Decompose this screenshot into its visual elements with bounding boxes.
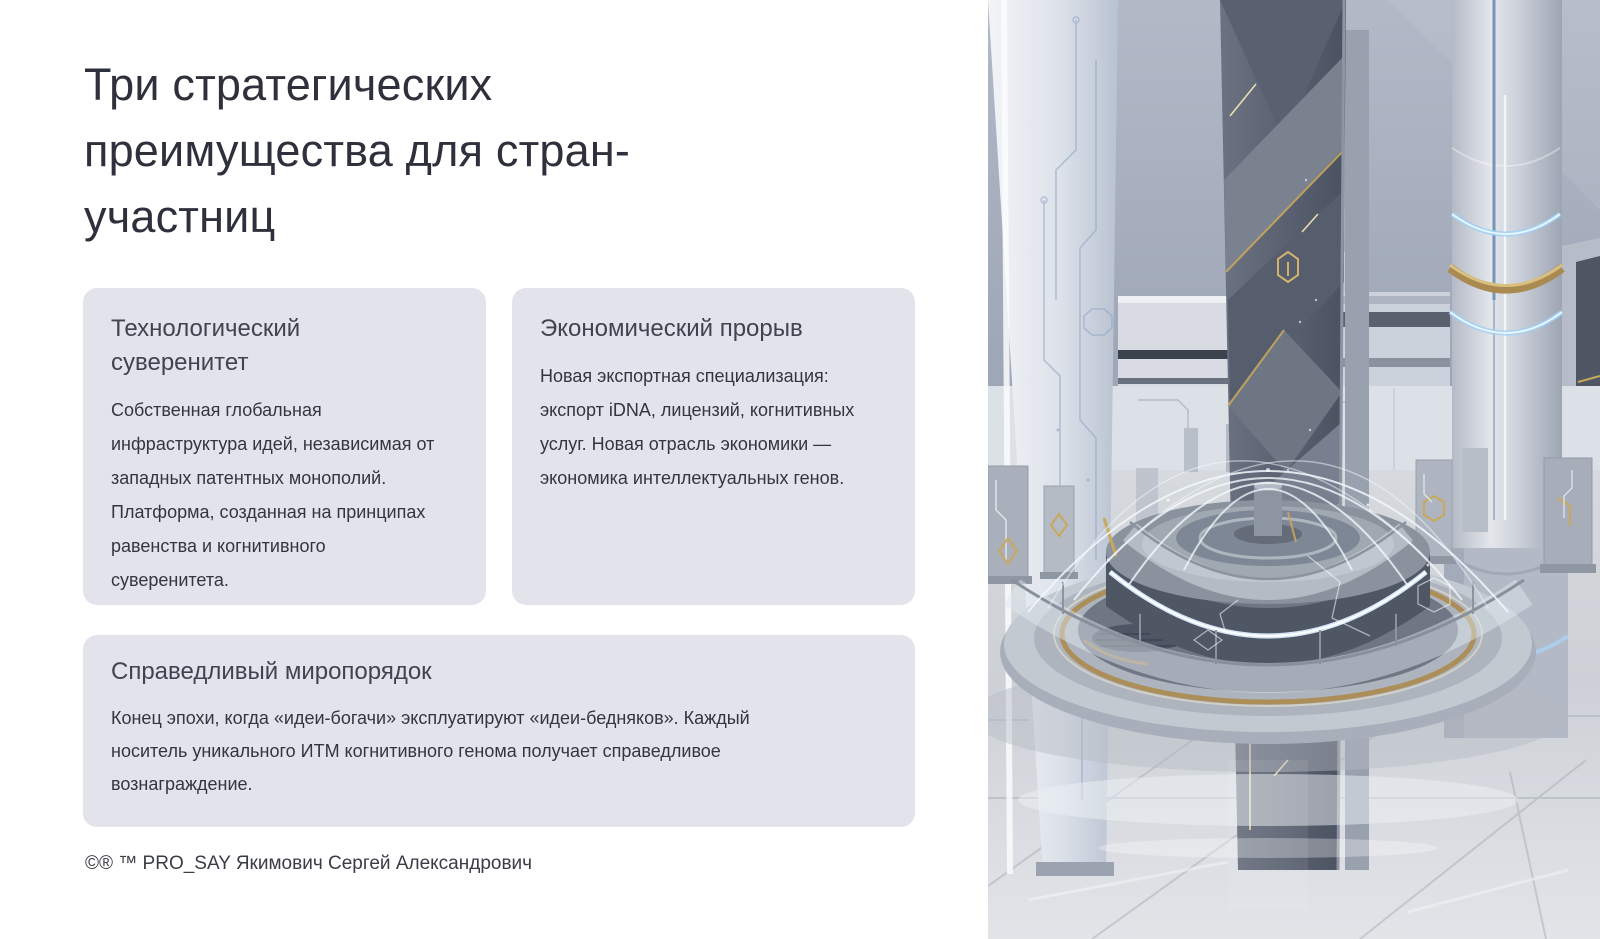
card-title: Экономический прорыв <box>540 315 803 342</box>
card-title: Справедливый миропорядок <box>111 658 432 685</box>
hero-illustration <box>988 0 1600 939</box>
card-body: Конец эпохи, когда «идеи-богачи» эксплуатируют «идеи-бедняков». Каждый носитель уникального ИТМ когнитивного генома получает справедливое вознаграждение. <box>111 708 750 794</box>
hero-image-futuristic-plaza <box>988 0 1600 939</box>
page-title-line-1: Три стратегических <box>84 59 493 110</box>
card-body: Собственная глобальная инфраструктура идей, независимая от западных патентных монополий. Платформа, созданная на принципах равенства и когнитивного суверенитета. <box>111 400 435 590</box>
copyright-footer: ©® ™ PRO_SAY Якимович Сергей Александрович <box>85 853 533 874</box>
card-technological-sovereignty <box>83 288 486 605</box>
page-title-line-2: преимущества для стран- <box>84 125 631 176</box>
page-title <box>84 52 630 250</box>
card-body: Новая экспортная специализация: экспорт iDNA, лицензий, когнитивных услуг. Новая отрасль экономики — экономика интеллектуальных генов. <box>540 366 855 488</box>
page-title-line-3: участниц <box>84 191 276 242</box>
card-title: Технологический суверенитет <box>111 315 301 376</box>
card-economic-breakthrough <box>512 288 915 605</box>
card-fair-world-order <box>83 635 915 827</box>
